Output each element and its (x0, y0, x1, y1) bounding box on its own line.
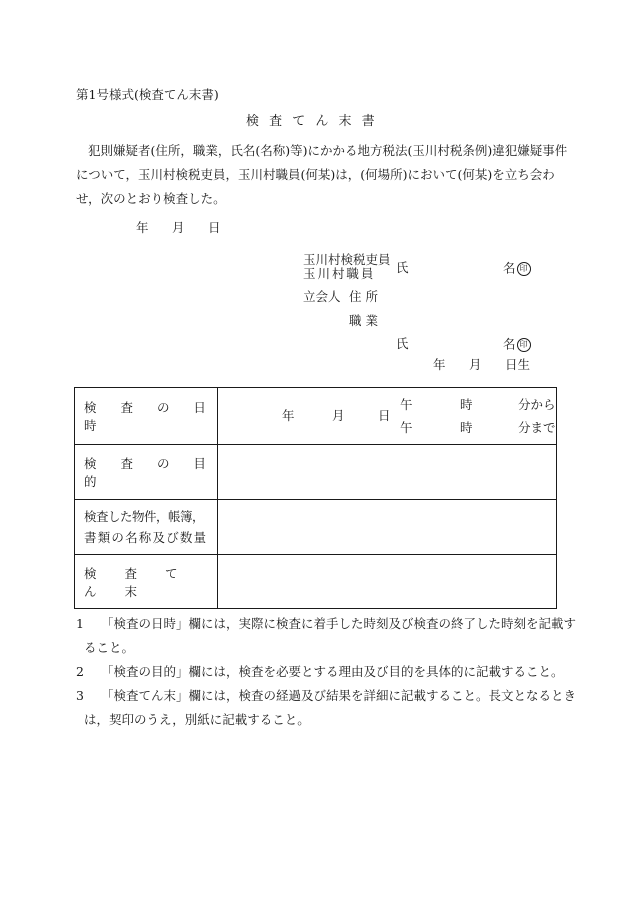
label-result-text: 検 査 て ん 末 (84, 565, 190, 599)
witness-address: 住 所 (349, 289, 378, 304)
note-2 (76, 660, 564, 684)
witness-birth-year: 年 (433, 357, 446, 372)
note-1-text-2: ること。 (84, 640, 135, 655)
table-row-items (75, 500, 557, 555)
table-row-datetime (75, 388, 557, 445)
date-year: 年 (136, 220, 149, 235)
form-number: 第1号様式(検査てん末書) (76, 87, 219, 102)
datetime-cell[interactable] (218, 388, 557, 445)
witness-name-seal (503, 338, 531, 352)
note-3-text-2: は，契印のうえ，別紙に記載すること。 (84, 712, 310, 727)
seal-icon: 印 (517, 262, 531, 276)
witness-occupation: 職 業 (349, 313, 378, 328)
dt-hour-2: 時 (460, 420, 473, 435)
note-3-num: 3 (76, 688, 84, 703)
witness-mei: 名 (503, 336, 516, 352)
note-1-text: 「検査の日時」欄には，実際に検査に着手した時刻及び検査の終了した時刻を記載す (101, 616, 577, 631)
dt-month: 月 (332, 408, 345, 423)
witness-label: 立会人 (303, 289, 341, 304)
dt-from: 分から (518, 397, 556, 412)
official-name-seal (503, 262, 531, 276)
intro-line-3: せ，次のとおり検査した。 (76, 191, 226, 206)
note-1 (76, 612, 577, 660)
document-title: 検 査 て ん 末 書 (246, 114, 378, 129)
result-cell[interactable] (218, 555, 557, 609)
label-datetime (75, 388, 218, 445)
table-row-purpose (75, 445, 557, 500)
purpose-cell[interactable] (218, 445, 557, 500)
label-result (75, 555, 218, 609)
label-purpose-text: 検 査 の 目 的 (84, 456, 216, 489)
note-3 (76, 684, 577, 732)
official-title-1: 玉川村検税吏員 (303, 252, 391, 267)
dt-year: 年 (282, 408, 295, 423)
label-items-line-2: 書類の名称及び数量 (84, 530, 208, 545)
label-items (75, 500, 218, 555)
official-mei: 名 (503, 260, 516, 276)
items-cell[interactable] (218, 500, 557, 555)
label-purpose (75, 445, 218, 500)
dt-am-2: 午 (400, 420, 413, 435)
seal-icon: 印 (517, 338, 531, 352)
label-items-line-1: 検査した物件，帳簿， (84, 509, 205, 524)
date-month: 月 (172, 220, 185, 235)
date-day: 日 (208, 220, 221, 235)
table-row-result (75, 555, 557, 609)
witness-shi: 氏 (396, 336, 409, 351)
dt-day: 日 (378, 408, 391, 423)
witness-birth-month: 月 (469, 357, 482, 372)
official-shi: 氏 (396, 260, 409, 275)
dt-until: 分まで (518, 420, 556, 435)
note-3-text: 「検査てん末」欄には，検査の経過及び結果を詳細に記載すること。長文となるとき (101, 688, 577, 703)
intro-line-2: について，玉川村検税吏員，玉川村職員(何某)は，(何場所)において(何某)を立ち会わ (76, 167, 555, 182)
label-datetime-text: 検 査 の 日 時 (84, 400, 216, 433)
inspection-table (74, 387, 557, 609)
dt-hour-1: 時 (460, 397, 473, 412)
note-1-num: 1 (76, 616, 84, 631)
witness-birth-day: 日生 (505, 357, 531, 372)
note-2-num: 2 (76, 664, 84, 679)
intro-line-1: 犯則嫌疑者(住所，職業，氏名(名称)等)にかかる地方税法(玉川村税条例)違犯嫌疑事件 (88, 143, 568, 158)
official-title-2: 玉 川 村 職 員 (303, 266, 373, 281)
note-2-text: 「検査の目的」欄には，検査を必要とする理由及び目的を具体的に記載すること。 (101, 664, 564, 679)
dt-am-1: 午 (400, 397, 413, 412)
